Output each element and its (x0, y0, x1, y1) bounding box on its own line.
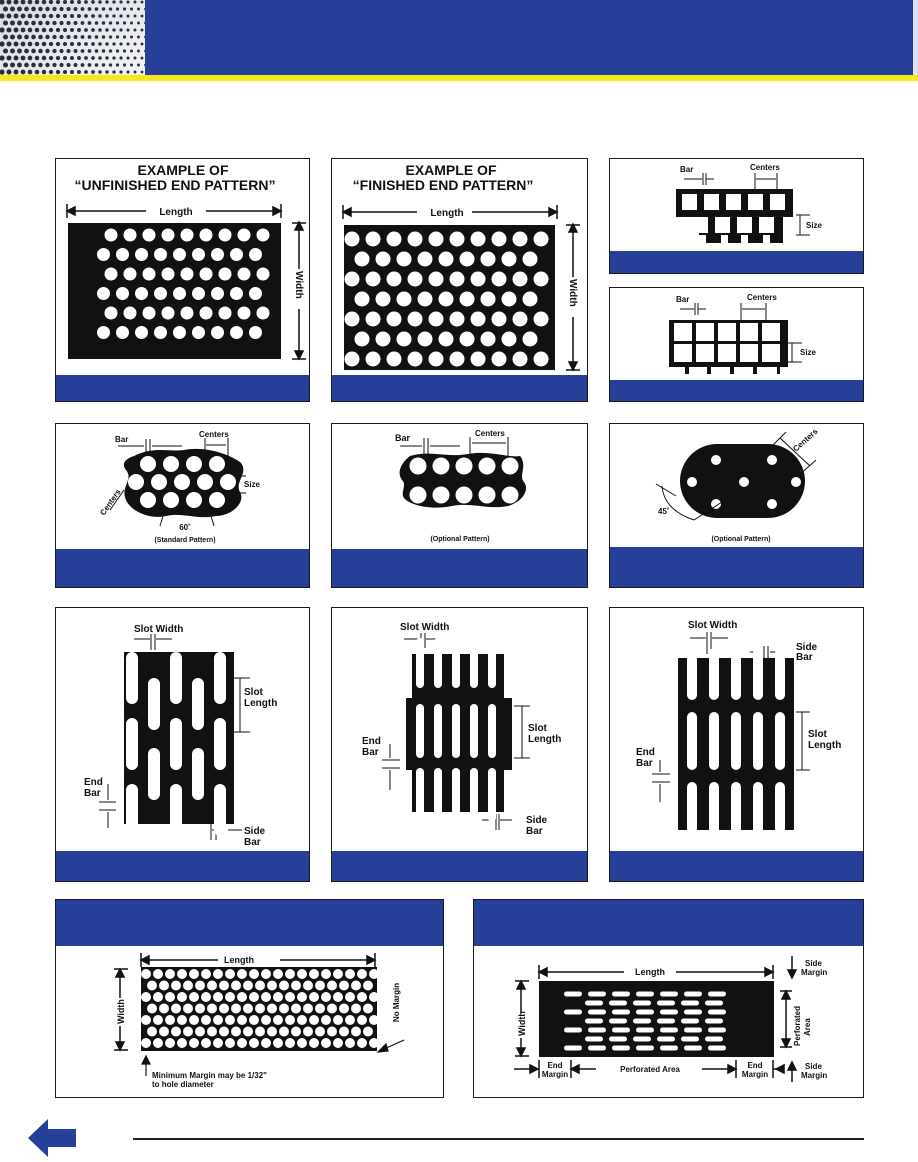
panel-slot-straight (609, 607, 864, 882)
unfinished-title-line2: “UNFINISHED END PATTERN” (74, 177, 276, 193)
finished-length-label: Length (430, 208, 464, 219)
round60-blue-band (56, 549, 310, 588)
slotA-end-bar-label-2: Bar (84, 788, 101, 799)
slotA-end-bar-label-1: End (84, 777, 103, 788)
margins-end-margin-left-1: End (547, 1061, 563, 1070)
panel-round-60-stagger (55, 423, 310, 588)
nomargin-holes (141, 969, 379, 1048)
round60-centers-side-label: Centers (98, 487, 123, 518)
nomargin-width-label: Width (116, 999, 126, 1024)
finished-blue-band (332, 375, 588, 402)
margins-blue-band (474, 900, 864, 946)
square-str-centers-label: Centers (747, 293, 777, 302)
nomargin-no-margin-label: No Margin (392, 982, 401, 1022)
slotB-side-bar-label-1: Side (526, 815, 548, 826)
panel-slot-end-stagger (331, 607, 588, 882)
margins-perf-area-v-1: Perforated (793, 1005, 802, 1046)
slotB-slot-width-label: Slot Width (400, 622, 450, 633)
roundstr-blue-band (332, 549, 588, 588)
panel-round-straight (331, 423, 588, 588)
slotA-side-bar-label-1: Side (244, 826, 266, 837)
unfinished-width-label: Width (293, 271, 304, 299)
slotC-side-bar-label-2: Bar (796, 652, 813, 663)
slotC-side-bar-label-1: Side (796, 642, 818, 653)
unfinished-blue-band (56, 375, 310, 402)
back-arrow-icon[interactable] (28, 1117, 78, 1159)
round45-centers-label: Centers (791, 426, 820, 454)
nomargin-note-line1: Minimum Margin may be 1/32" (152, 1071, 267, 1080)
round60-bar-label: Bar (115, 435, 129, 444)
margins-perf-area-h: Perforated Area (620, 1065, 680, 1074)
round45-angle-label: 45˚ (658, 507, 670, 516)
roundstr-bar-label: Bar (395, 433, 411, 443)
round60-centers-top-label: Centers (199, 430, 229, 439)
panel-round-45 (609, 423, 864, 588)
margins-length-label: Length (635, 967, 665, 977)
nomargin-blue-band (56, 900, 444, 946)
panel-square-straight (609, 287, 864, 402)
square-str-bar-label: Bar (676, 295, 690, 304)
panel-slot-side-stagger (55, 607, 310, 882)
margins-end-margin-right-2: Margin (741, 1070, 769, 1079)
slotB-end-bar-label-1: End (362, 736, 381, 747)
slotA-slot-width-label: Slot Width (134, 624, 184, 635)
slotB-slot-length-label-2: Length (528, 734, 562, 745)
slotC-end-bar-label-2: Bar (636, 758, 653, 769)
round60-size-label: Size (244, 480, 261, 489)
margins-side-margin-top-2: Margin (801, 968, 828, 977)
round60-caption: (Standard Pattern) (154, 537, 216, 544)
slotC-slot-length-label-1: Slot (808, 729, 827, 740)
slotB-side-bar-label-2: Bar (526, 826, 543, 837)
roundstr-centers-label: Centers (475, 429, 505, 438)
square-stag-blue-band (610, 251, 864, 274)
finished-width-label: Width (567, 279, 578, 307)
margins-end-margin-right-1: End (747, 1061, 763, 1070)
margins-side-margin-top-1: Side (805, 959, 822, 968)
slotC-end-bar-label-1: End (636, 747, 655, 758)
square-str-size-label: Size (800, 348, 817, 357)
header-edge (913, 0, 918, 78)
panel-unfinished-end-pattern (55, 158, 310, 402)
nomargin-length-dimension (141, 953, 375, 967)
square-stag-centers-label: Centers (750, 163, 780, 172)
slotC-slot-width-label: Slot Width (688, 620, 738, 631)
margins-side-margin-bottom-2: Margin (801, 1071, 828, 1080)
margins-side-margin-bottom-1: Side (805, 1062, 822, 1071)
slotC-blue-band (610, 851, 864, 882)
finished-title-line1: EXAMPLE OF (405, 162, 497, 178)
margins-end-margin-left-2: Margin (541, 1070, 569, 1079)
panel-margins (473, 899, 864, 1098)
unfinished-length-label: Length (159, 207, 193, 218)
slotA-blue-band (56, 851, 310, 882)
slotB-blue-band (332, 851, 588, 882)
perforated-metal-thumbnail (0, 0, 145, 78)
round60-angle-label: 60˚ (179, 523, 191, 532)
slotA-side-bar-label-2: Bar (244, 837, 261, 848)
square-str-blue-band (610, 380, 864, 402)
margins-width-label: Width (517, 1011, 527, 1036)
header-accent-stripe (0, 75, 918, 81)
panel-no-margin (55, 899, 444, 1098)
nomargin-note-line2: to hole diameter (152, 1080, 214, 1089)
slotA-slot-length-label-2: Length (244, 698, 278, 709)
finished-title-line2: “FINISHED END PATTERN” (352, 177, 534, 193)
slotB-end-bar-label-2: Bar (362, 747, 379, 758)
square-stag-bar-label: Bar (680, 165, 694, 174)
roundstr-caption: (Optional Pattern) (430, 536, 490, 543)
slotC-slot-length-label-2: Length (808, 740, 842, 751)
square-stag-size-label: Size (806, 221, 823, 230)
footer-rule (133, 1138, 864, 1140)
round45-blue-band (610, 547, 864, 588)
slotB-slot-length-label-1: Slot (528, 723, 547, 734)
slotA-slot-length-label-1: Slot (244, 687, 263, 698)
round45-caption: (Optional Pattern) (711, 536, 771, 543)
margins-perf-area-v-2: Area (803, 1018, 812, 1036)
nomargin-length-label: Length (224, 955, 254, 965)
unfinished-title-line1: EXAMPLE OF (137, 162, 229, 178)
panel-finished-end-pattern (331, 158, 588, 402)
panel-square-staggered (609, 158, 864, 274)
